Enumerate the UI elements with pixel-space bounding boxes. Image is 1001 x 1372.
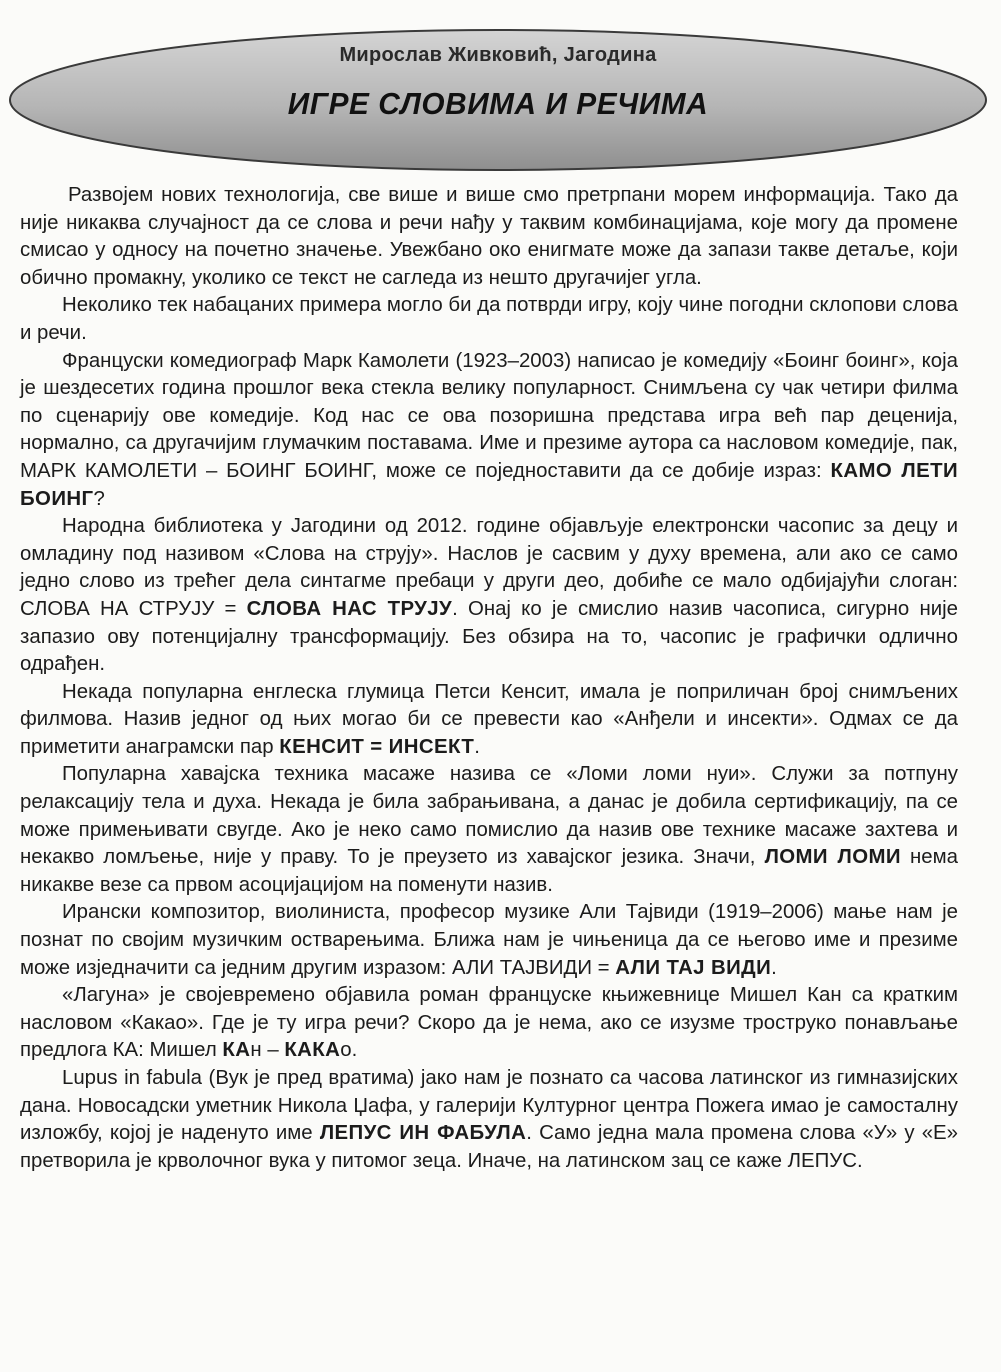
highlight-phrase: СЛОВА НАС ТРУЈУ: [246, 597, 453, 620]
author-line: Мирослав Живковић, Јагодина: [339, 44, 657, 66]
paragraph-intro: Развојем нових технологија, све више и више смо претрпани морем информација. Тако да није никаква случајност да се слова и речи нађу у таквим комбинацијама, које могу да промене смисао у односу на почетно значење. Увежбано око енигмате може да запази такве детаље, који обично промакну, уколико се текст не сагледа из нешто другачијег угла.: [20, 184, 958, 289]
highlight-phrase: КАКА: [284, 1039, 341, 1062]
paragraph-laguna: «Лагуна» је својевремено објавила роман француске књижевнице Мишел Кан са кратким насловом «Какао». Где је ту игра речи? Скоро да је нема, ако се изузме троструко понављање предлога КА: Мишел КАн – КАКАо.: [20, 984, 958, 1062]
paragraph-kensit: Некада популарна енглеска глумица Петси Кенсит, имала је поприличан број снимљених филмова. Назив једног од њих могао би се превести као «Анђели и инсекти». Одмах се да приметити анаграмски пар КЕНСИТ = ИНСЕКТ.: [20, 680, 958, 758]
highlight-phrase: КЕНСИТ = ИНСЕКТ: [279, 735, 475, 758]
paragraph-tajvidi: Ирански композитор, виолиниста, професор музике Али Тајвиди (1919–2006) мање нам је познат по својим музичким остварењима. Ближа нам је чињеница да се његово име и презиме може изједначити са једним другим изразом: АЛИ ТАЈВИДИ = АЛИ ТАЈ ВИДИ.: [20, 901, 958, 979]
article-header: [5, 26, 991, 174]
highlight-phrase: АЛИ ТАЈ ВИДИ: [615, 956, 772, 979]
paragraph-examples: Неколико тек набацаних примера могло би да потврди игру, коју чине погодни склопови слова и речи.: [20, 294, 958, 344]
highlight-phrase: ЛЕПУС ИН ФАБУЛА: [319, 1122, 527, 1145]
highlight-phrase: КАМО ЛЕТИ БОИНГ: [20, 459, 958, 510]
paragraph-lomi: Популарна хавајска техника масаже назива се «Ломи ломи нуи». Служи за потпуну релаксацију тела и духа. Некада је била забрањивана, а данас је добила сертификацију, па се може примењивати свугде. Ако је неко само помислио да назив ове технике масаже захтева и некакво ломљење, није у праву. То је преузето из хавајског језика. Значи, ЛОМИ ЛОМИ нема никакве везе са првом асоцијацијом на поменути назив.: [20, 763, 959, 896]
paragraph-kamoleti: Француски комедиограф Марк Камолети (1923–2003) написао је комедију «Боинг боинг», која је шездесетих година прошлог века стекла велику популарност. Снимљена су чак четири филма по сценарију ове комедије. Код нас се ова позоришна представа игра већ пар деценија, нормално, са другачијим глумачким поставама. Име и презиме аутора са насловом комедије, пак, МАРК КАМОЛЕТИ – БОИНГ БОИНГ, може се поједноставити да се добије израз: КАМО ЛЕТИ БОИНГ?: [20, 349, 958, 510]
article-title: ИГРЕ СЛОВИМА И РЕЧИМА: [287, 86, 709, 121]
paragraph-lupus: Lupus in fabula (Вук је пред вратима) јако нам је познато са часова латинског из гимназијских дана. Новосадски уметник Никола Џафа, у галерији Културног центра Пожега имао је самосталну изложбу, којој је наденуто име ЛЕПУС ИН ФАБУЛА. Само једна мала промена слова «У» у «Е» претворила је крволочног вука у питомог зеца. Иначе, на латинском зац се каже ЛЕПУС.: [20, 1067, 958, 1172]
paragraph-library: Народна библиотека у Јагодини од 2012. године објављује електронски часопис за децу и омладину под називом «Слова на струју». Наслов је сасвим у духу времена, али ако се само једно слово из трећег дела синтагме пребаци у други део, добиће се мало одбијајући слоган: СЛОВА НА СТРУЈУ = СЛОВА НАС ТРУЈУ. Онај ко је смислио назив часописа, сигурно није запазио ову потенцијалну трансформацију. Без обзира на то, часопис је графички одлично одрађен.: [20, 515, 958, 676]
highlight-phrase: КА: [222, 1039, 251, 1062]
article-body: [20, 182, 958, 1175]
highlight-phrase: ЛОМИ ЛОМИ: [764, 846, 901, 869]
